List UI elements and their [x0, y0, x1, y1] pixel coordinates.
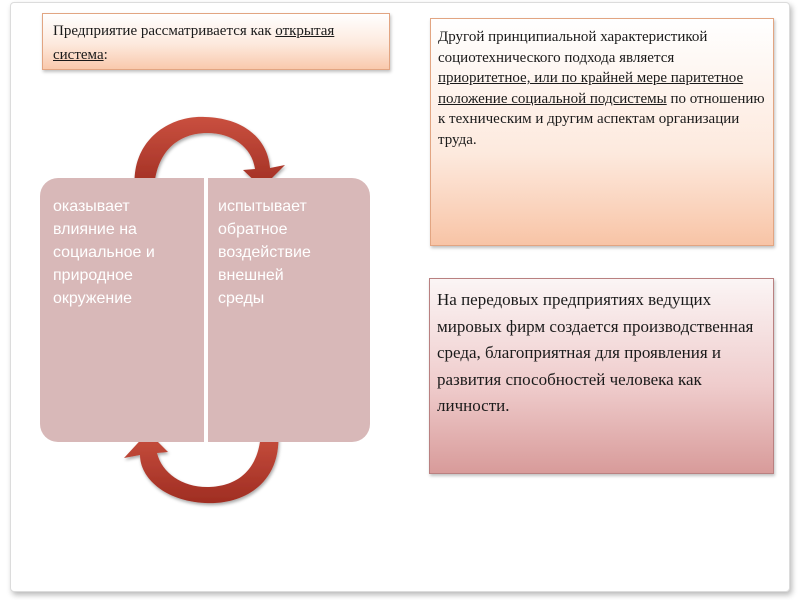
sociotechnical-text-end: по отношению к техническим и другим аспектам организации труда. — [438, 90, 765, 148]
cycle-left-line: окружение — [53, 290, 133, 307]
open-system-text: Предприятие рассматривается как — [53, 23, 276, 39]
sociotechnical-textbox — [430, 18, 774, 246]
open-system-underlined: открытая система — [53, 23, 335, 63]
cycle-panel-right — [208, 178, 370, 442]
production-environment-text: На передовых предприятиях ведущих мировых фирм создается производственная среда, благоприятная для проявления и развития способностей человека как личности. — [437, 290, 754, 415]
cycle-right-line: испытывает — [218, 198, 307, 215]
production-environment-textbox — [429, 278, 774, 474]
cycle-left-line: социальное и — [53, 244, 155, 261]
cycle-right-line: среды — [218, 290, 265, 307]
sociotechnical-underlined: приоритетное, или по крайней мере паритетное положение социальной подсистемы — [438, 70, 744, 107]
cycle-panel-left — [40, 178, 204, 442]
sociotechnical-text: Другой принципиальной характеристикой социотехнического подхода является — [438, 29, 708, 66]
cycle-left-line: оказывает — [53, 198, 130, 215]
cycle-left-line: природное — [53, 267, 133, 284]
cycle-right-line: воздействие — [218, 244, 311, 261]
open-system-colon: : — [103, 47, 108, 63]
cycle-right-line: обратное — [218, 221, 288, 238]
cycle-left-line: влияние на — [53, 221, 137, 238]
cycle-right-line: внешней — [218, 267, 284, 284]
